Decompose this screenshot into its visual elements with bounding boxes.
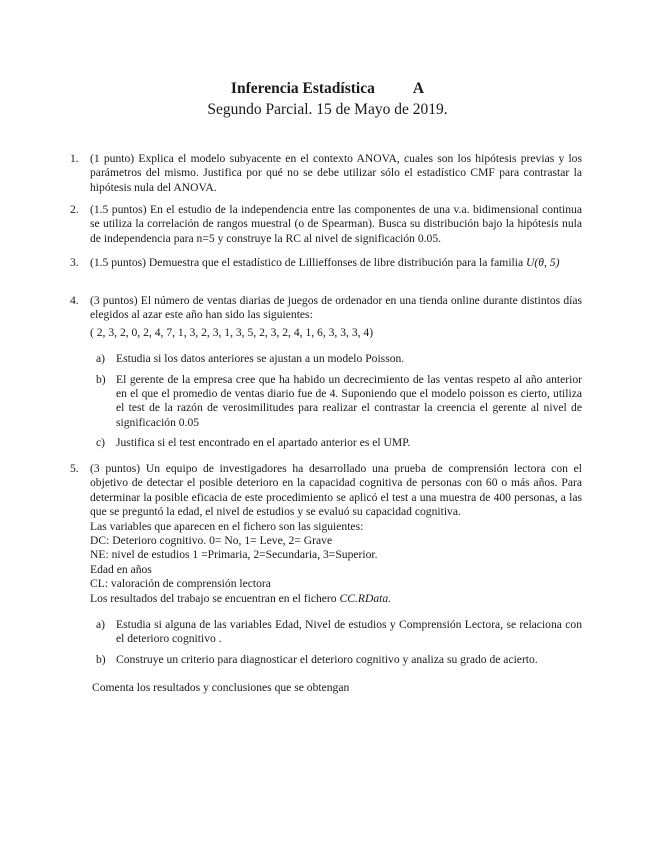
file-name: CC.RData [339, 591, 389, 605]
question-number: 3. [70, 256, 79, 269]
sub-question-c [96, 436, 582, 450]
exam-version: A [412, 80, 425, 97]
question-number: 5. [70, 462, 79, 475]
question-body [90, 294, 582, 451]
sub-question-text: El gerente de la empresa cree que ha habido un decrecimiento de las ventas respeto al año anterior en el que el promedio de ventas diario fue de 4. Suponiendo que el modelo poisson es cierto, utiliza el test de la razón de verosimilitudes para realizar el contrastar la creencia el gerente al nivel de significación 0.05 [116, 372, 582, 429]
question-3 [70, 256, 582, 270]
question-text: (1.5 puntos) Demuestra que el estadístico de Lillieffonses de libre distribución para la familia [90, 256, 524, 269]
file-text: Los resultados del trabajo se encuentran en el fichero [90, 591, 337, 605]
question-text: (3 puntos) Un equipo de investigadores ha desarrollado una prueba de comprensión lectora con el objetivo de detectar el posible deterioro en la capacidad cognitiva de personas con 60 o más años. Para determinar la posible eficacia de este procedimiento se aplicó el test a una muestra de 400 personas, a las que se preguntó la edad, el nivel de estudios y se evaluó su capacidad cognitiva. [90, 462, 582, 519]
exam-subtitle: Segundo Parcial. 15 de Mayo de 2019. [207, 101, 448, 118]
question-formula: U(θ, 5) [526, 256, 560, 269]
sub-question-b [96, 652, 582, 667]
question-number: 4. [70, 294, 79, 307]
sub-question-a [96, 352, 582, 366]
question-5 [70, 462, 582, 696]
sub-question-label: a) [96, 618, 106, 632]
variables-intro: Las variables que aparecen en el fichero son las siguientes: [90, 519, 364, 533]
question-text: (1.5 puntos) En el estudio de la independencia entre las componentes de una v.a. bidimensional continua se utiliza la correlación de rangos muestral (o de Spearman). Busca su distribución bajo la hipótesis nula de independencia para n=5 y construye la RC al nivel de significación 0.05. [90, 203, 582, 245]
question-number: 2. [70, 203, 79, 216]
closing-text: Comenta los resultados y conclusiones que se obtengan [92, 681, 350, 695]
question-1 [70, 152, 582, 195]
sub-question-label: b) [96, 372, 106, 386]
question-body [90, 256, 582, 270]
sub-question-b [96, 372, 582, 431]
exam-title: Inferencia Estadística [230, 80, 375, 97]
variable-item: CL: valoración de comprensión lectora [90, 577, 271, 591]
question-4 [70, 294, 582, 451]
sub-question-label: a) [96, 352, 106, 366]
sub-question-a [96, 618, 582, 647]
question-body [90, 462, 582, 696]
variable-item: NE: nivel de estudios 1 =Primaria, 2=Secundaria, 3=Superior. [90, 548, 378, 562]
sales-data: ( 2, 3, 2, 0, 2, 4, 7, 1, 3, 2, 3, 1, 3, 5, 2, 3, 2, 4, 1, 6, 3, 3, 3, 4) [90, 325, 374, 339]
sub-question-text: Estudia si alguna de las variables Edad, Nivel de estudios y Comprensión Lectora, se relaciona con el deterioro cognitivo . [116, 618, 582, 646]
file-reference: Los resultados del trabajo se encuentran en el fichero CC.RData. [90, 591, 392, 605]
question-text: (3 puntos) El número de ventas diarias de juegos de ordenador en una tienda online durante distintos días elegidos al azar este año han sido las siguientes: [90, 294, 582, 322]
sub-question-label: c) [96, 436, 106, 450]
question-text: (1 punto) Explica el modelo subyacente en el contexto ANOVA, cuales son los hipótesis previas y los parámetros del mismo. Justifica por qué no se debe utilizar sólo el estadístico CMF para contrastar la hipótesis nula del ANOVA. [90, 152, 582, 194]
sub-question-text: Justifica si el test encontrado en el apartado anterior es el UMP. [116, 436, 411, 450]
sub-question-text: Estudia si los datos anteriores se ajustan a un modelo Poisson. [116, 352, 405, 366]
question-number: 1. [70, 152, 79, 165]
sub-question-label: b) [96, 652, 106, 666]
sub-question-text: Construye un criterio para diagnosticar el deterioro cognitivo y analiza su grado de acierto. [116, 652, 538, 666]
variable-item: Edad en años [90, 562, 152, 576]
question-2 [70, 203, 582, 246]
variable-item: DC: Deterioro cognitivo. 0= No, 1= Leve, 2= Grave [90, 534, 333, 548]
exam-title-line [0, 80, 655, 98]
